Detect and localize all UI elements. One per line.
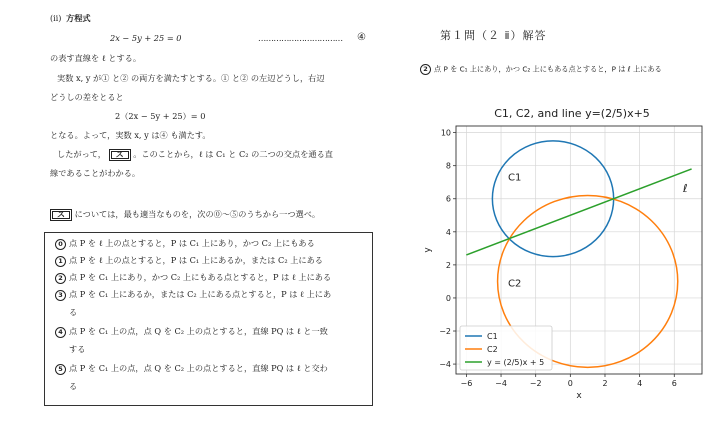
option-4-number: 4 — [55, 327, 66, 338]
option-2-text: 点 P を C₁ 上にあり，かつ C₂ 上にもある点とすると，P は ℓ 上にある — [69, 272, 332, 282]
option-2-number: 2 — [55, 273, 66, 284]
equation-difference: 2（2x − 5y + 25）= 0 — [115, 111, 206, 121]
x-tick-label: −6 — [460, 379, 473, 388]
option-1[interactable] — [55, 255, 323, 267]
option-5-number: 5 — [55, 364, 66, 375]
option-3-continuation: る — [69, 307, 78, 317]
text-line-3: どうしの差をとると — [50, 92, 124, 102]
annotation-ell: ℓ — [682, 182, 688, 196]
y-tick-label: 4 — [445, 227, 451, 237]
option-5[interactable] — [55, 363, 328, 375]
legend-label: C1 — [487, 332, 498, 341]
option-0-text: 点 P を ℓ 上の点とすると，P は C₁ 上にあり，かつ C₂ 上にもある — [69, 238, 315, 248]
legend — [460, 326, 552, 370]
equation-4-number: ④ — [357, 32, 366, 43]
option-4-text: 点 P を C₁ 上の点，点 Q を C₂ 上の点とすると，直線 PQ は ℓ と一致 — [69, 326, 328, 336]
series-line-l — [466, 169, 691, 255]
y-tick-label: −4 — [439, 360, 451, 370]
y-axis-label: y — [423, 247, 433, 253]
option-5-continuation: る — [69, 381, 78, 391]
x-tick-label: 4 — [637, 379, 643, 388]
annotation-c1: C1 — [507, 172, 522, 184]
x-tick-label: 6 — [671, 379, 677, 388]
chart-title: C1, C2, and line y=(2/5)x+5 — [494, 107, 650, 120]
option-4[interactable] — [55, 326, 328, 338]
x-axis-label: x — [576, 391, 582, 401]
options-box — [44, 232, 373, 406]
y-tick-label: 6 — [445, 194, 451, 204]
section-marker: (ⅱ) — [50, 14, 62, 23]
equation-4-leader-dots: …………………………… — [258, 33, 343, 43]
option-5-text: 点 P を C₁ 上の点，点 Q を C₂ 上の点とすると，直線 PQ は ℓ と交わ — [69, 363, 328, 373]
option-0[interactable] — [55, 238, 315, 250]
option-1-text: 点 P を ℓ 上の点とすると，P は C₁ 上にあるか，または C₂ 上にある — [69, 255, 323, 265]
text-line-2: 実数 x, y が① と② の両方を満たすとする。① と② の左辺どうし，右辺 — [57, 73, 325, 83]
question-box-su: ス — [50, 209, 72, 221]
option-3-number: 3 — [55, 290, 66, 301]
answer-number: 2 — [420, 64, 431, 75]
option-3[interactable] — [55, 289, 331, 301]
x-tick-label: −2 — [529, 379, 542, 388]
option-1-number: 1 — [55, 256, 66, 267]
section-title: 方程式 — [66, 13, 91, 23]
y-tick-label: 8 — [445, 161, 451, 171]
text-line-4: となる。よって，実数 x, y は④ も満たす。 — [50, 130, 211, 140]
option-2[interactable] — [55, 272, 331, 284]
text-line-1: の表す直線を ℓ とする。 — [50, 53, 142, 63]
x-tick-label: 2 — [602, 379, 608, 388]
y-tick-label: 2 — [445, 260, 451, 270]
legend-label: y = (2/5)x + 5 — [487, 358, 545, 367]
x-tick-label: 0 — [567, 379, 573, 388]
y-tick-label: −2 — [439, 327, 451, 337]
x-tick-label: −4 — [495, 379, 507, 388]
y-tick-label: 10 — [440, 128, 451, 138]
text-line-5-suffix: 。このことから，ℓ は C₁ と C₂ の二つの交点を通る直 — [133, 149, 333, 159]
text-line-6: 線であることがわかる。 — [50, 168, 141, 178]
y-tick-label: 0 — [445, 293, 451, 303]
chart — [420, 100, 710, 405]
question-prompt — [50, 209, 320, 221]
answer-box-su: ス — [109, 149, 131, 161]
question-text: については，最も適当なものを，次の⓪～⑤のうちから一つ選べ。 — [74, 209, 321, 219]
equation-4: 2x − 5y + 25 = 0 — [110, 33, 182, 43]
answer-text: 点 P を C₁ 上にあり，かつ C₂ 上にもある点とすると，P は ℓ 上にある — [434, 64, 662, 74]
text-line-5-prefix: したがって， — [57, 149, 106, 159]
legend-label: C2 — [487, 345, 498, 354]
answer-heading: 第１問（２ ⅱ）解答 — [440, 29, 547, 42]
option-4-continuation: する — [69, 344, 86, 354]
text-line-5 — [57, 149, 333, 161]
answer-line — [420, 64, 662, 75]
option-0-number: 0 — [55, 239, 66, 250]
annotation-c2: C2 — [507, 278, 522, 290]
option-3-text: 点 P を C₁ 上にあるか，または C₂ 上にある点とすると，P は ℓ 上にあ — [69, 289, 332, 299]
